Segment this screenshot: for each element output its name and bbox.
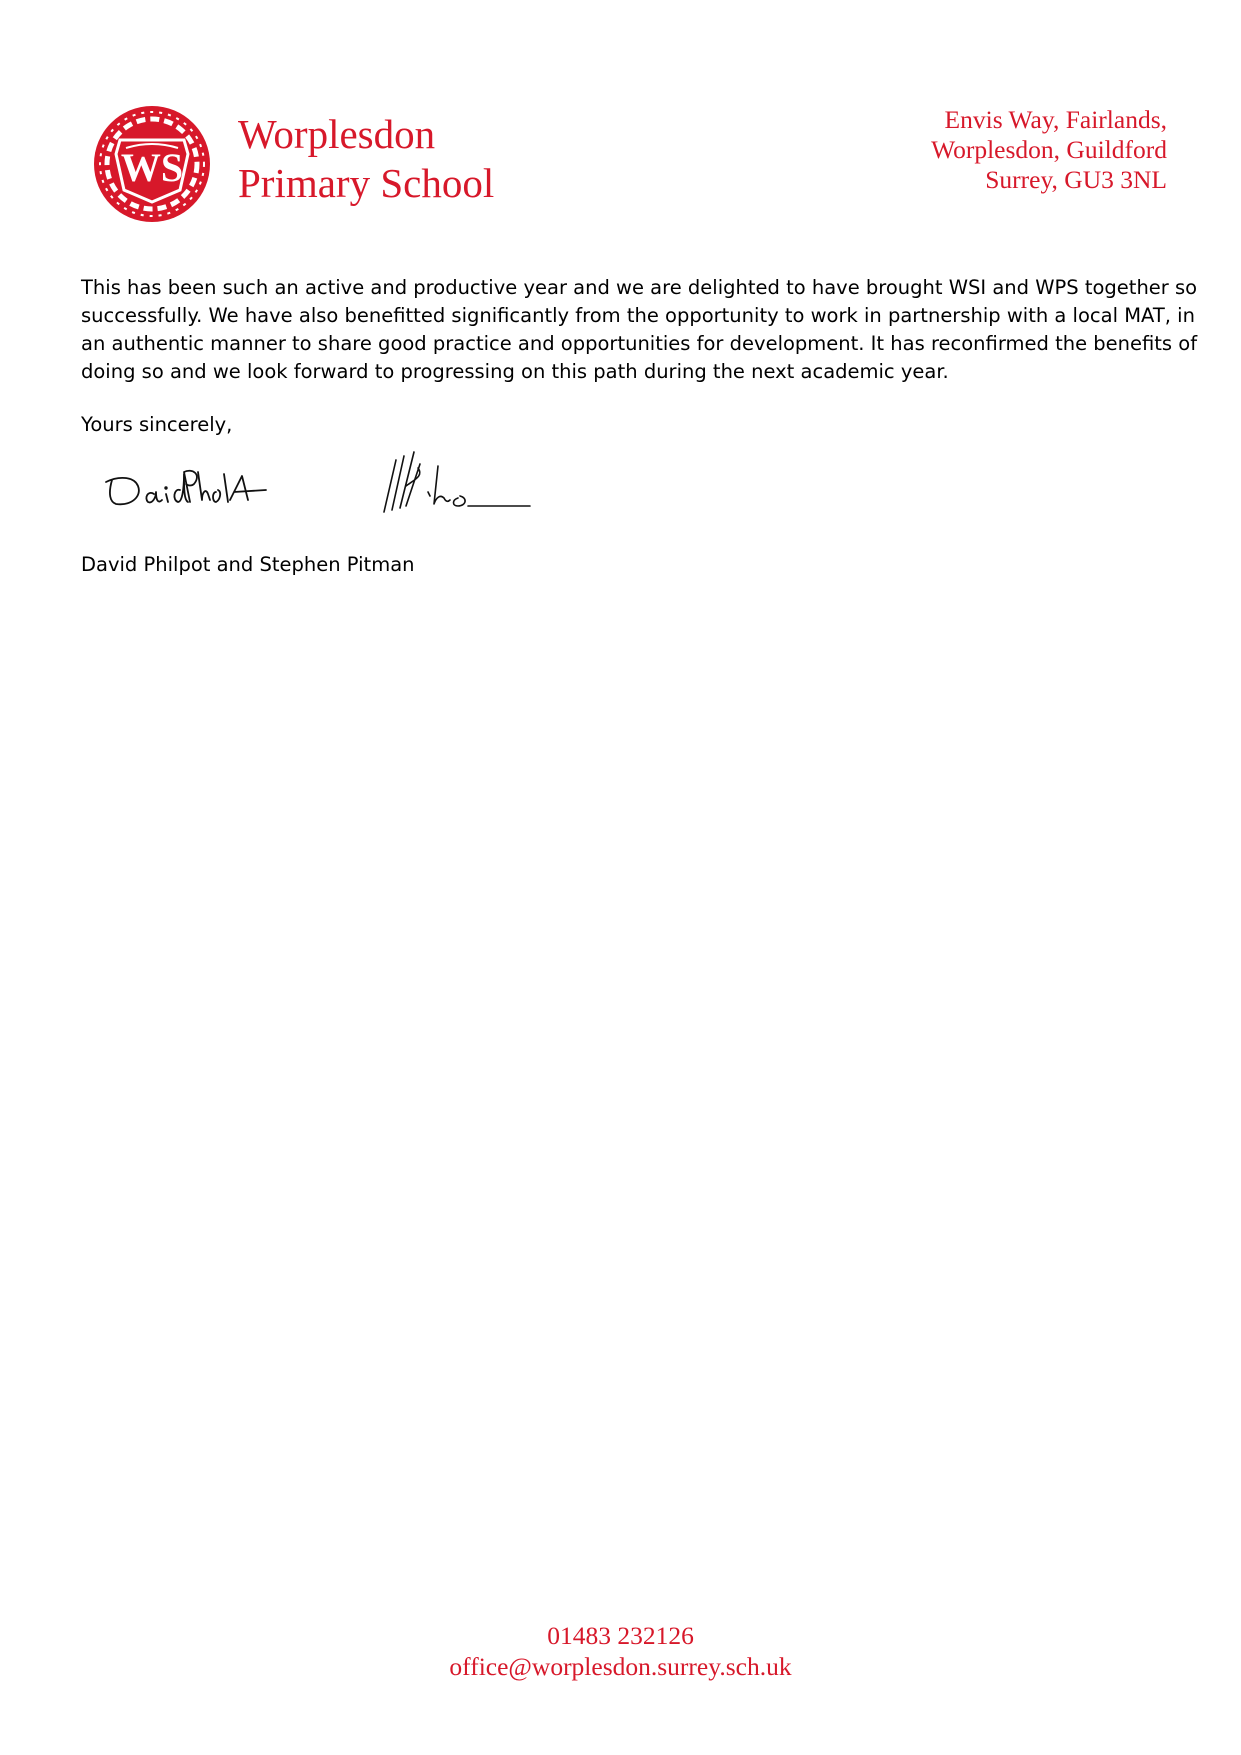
school-name-line2: Primary School [238, 160, 495, 206]
signatory-names: David Philpot and Stephen Pitman [81, 553, 415, 576]
signature-david-philpot [98, 460, 274, 512]
phone-number: 01483 232126 [547, 1621, 694, 1650]
address-line: Surrey, GU3 3NL [985, 165, 1167, 194]
closing-salutation: Yours sincerely, [81, 413, 233, 436]
address-line: Envis Way, Fairlands, [944, 105, 1167, 134]
paragraph-line: doing so and we look forward to progressing on this path during the next academic year. [81, 360, 949, 383]
paragraph-line: successfully. We have also benefitted significantly from the opportunity to work in partnership with a local MAT, in [81, 304, 1195, 327]
school-name [238, 110, 494, 208]
logo-monogram: WS [120, 145, 184, 190]
address-line: Worplesdon, Guildford [931, 135, 1167, 164]
signature-stephen-pitman [380, 446, 532, 516]
contact-footer [0, 1620, 1241, 1682]
school-name-line1: Worplesdon [238, 111, 436, 157]
paragraph-line: an authentic manner to share good practice and opportunities for development. It has reconfirmed the benefits of [81, 332, 1198, 355]
letter-paragraph [81, 274, 1198, 386]
school-logo [90, 104, 214, 224]
school-address [931, 105, 1167, 195]
email-address: office@worplesdon.surrey.sch.uk [449, 1652, 792, 1681]
paragraph-line: This has been such an active and productive year and we are delighted to have brought WSI and WPS together so [81, 276, 1198, 299]
